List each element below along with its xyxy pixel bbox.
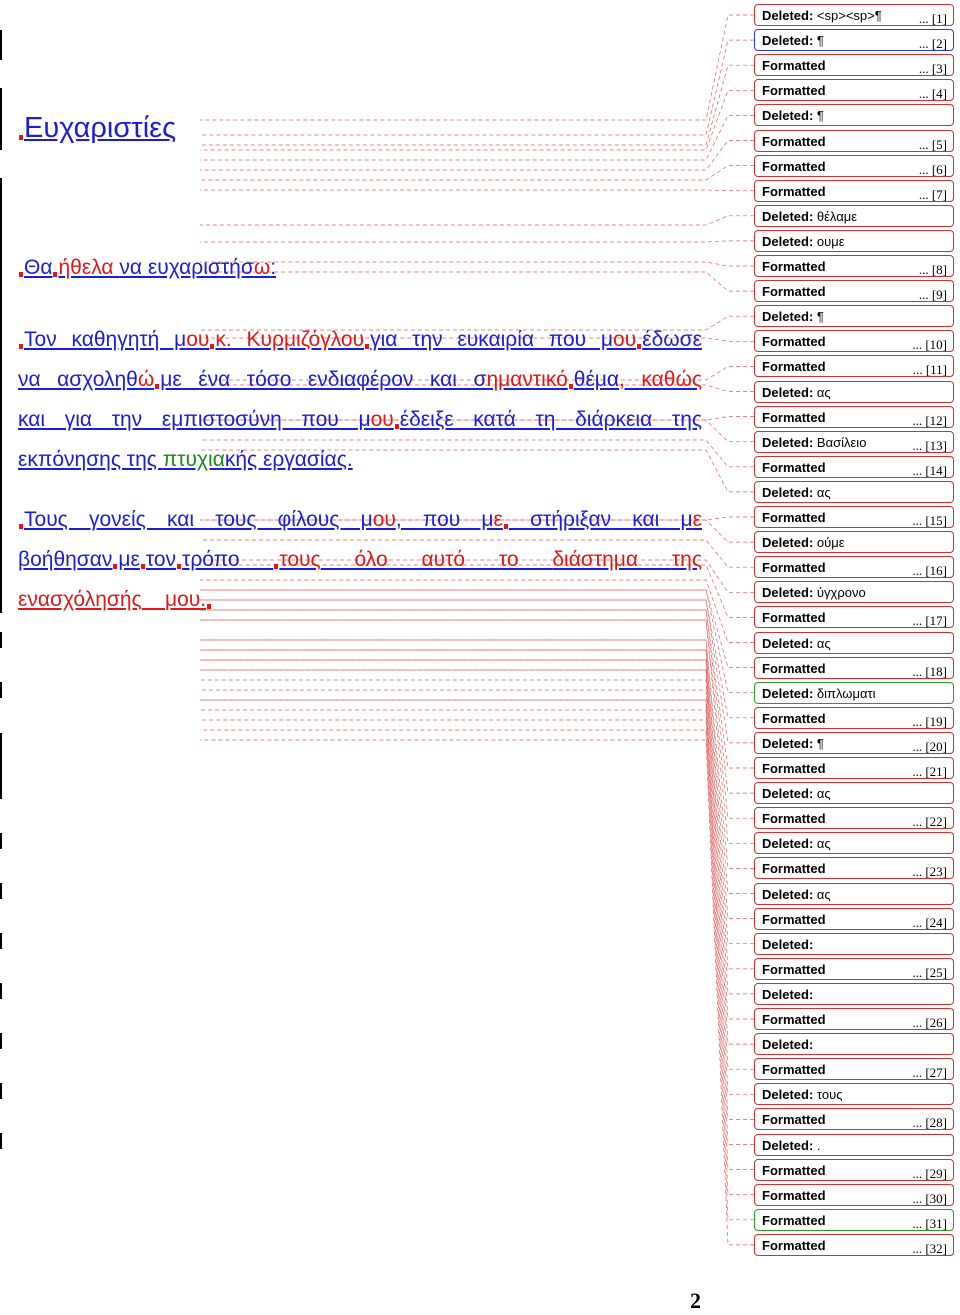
balloon-more-link[interactable]: ... [9] <box>918 287 947 303</box>
revision-balloon[interactable] <box>754 280 954 302</box>
balloon-label: Formatted <box>762 183 826 199</box>
balloon-label: Deleted: <box>762 986 814 1002</box>
balloon-label: Formatted <box>762 811 826 827</box>
paragraph-line <box>18 508 702 532</box>
leader-line <box>200 65 754 145</box>
revision-balloon[interactable] <box>754 104 954 126</box>
revision-balloon[interactable] <box>754 732 954 754</box>
change-marker <box>177 564 181 569</box>
text-run: και μ <box>632 508 693 531</box>
revision-balloon[interactable] <box>754 983 954 1005</box>
balloon-text: ας <box>813 635 831 651</box>
balloon-label: Formatted <box>762 133 826 149</box>
balloon-label: Formatted <box>762 1062 826 1078</box>
revision-balloon[interactable] <box>754 54 954 76</box>
balloon-text: ¶ <box>813 309 824 325</box>
revision-balloon[interactable] <box>754 581 954 603</box>
balloon-label: Formatted <box>762 284 826 300</box>
change-marker <box>569 384 573 389</box>
revision-balloon[interactable] <box>754 456 954 478</box>
change-marker <box>274 564 278 569</box>
leader-line <box>200 640 754 894</box>
revision-balloon[interactable] <box>754 1209 954 1231</box>
greeting-word: να ευχαριστήσ <box>119 256 254 279</box>
revision-balloon[interactable] <box>754 155 954 177</box>
revision-balloon[interactable] <box>754 807 954 829</box>
balloon-text: . <box>813 1137 821 1153</box>
balloon-text: ¶ <box>813 108 824 124</box>
leader-line <box>200 166 754 180</box>
balloon-more-link[interactable]: ... [23] <box>912 864 947 880</box>
balloon-label: Formatted <box>762 911 826 927</box>
balloon-label: Deleted: ¶ <box>762 309 824 325</box>
leader-line <box>200 650 754 944</box>
balloon-label: Deleted: ¶ <box>762 735 824 751</box>
text-run: έδωσε <box>642 328 702 351</box>
revision-balloon[interactable] <box>754 381 954 403</box>
revision-balloon[interactable] <box>754 29 954 51</box>
balloon-more-link[interactable]: ... [11] <box>912 362 947 378</box>
change-bar <box>0 30 2 60</box>
change-bar <box>0 178 2 613</box>
balloon-text: <sp><sp>¶ <box>813 8 882 23</box>
balloon-label: Formatted <box>762 359 826 375</box>
change-bar <box>0 883 2 899</box>
change-bar <box>0 983 2 999</box>
balloon-more-link[interactable]: ... [22] <box>912 814 947 830</box>
balloon-text: ούμε <box>813 535 845 551</box>
balloon-label: Deleted: ουμε <box>762 233 845 249</box>
leader-line <box>200 115 754 160</box>
balloon-label: Deleted: Βασίλειο <box>762 434 867 450</box>
balloon-more-link[interactable]: ... [7] <box>918 186 947 202</box>
change-marker <box>19 524 23 529</box>
revision-balloon[interactable] <box>754 130 954 152</box>
text-run: Τον καθηγητή μ <box>24 328 187 351</box>
paragraph-line <box>18 328 702 352</box>
balloon-more-link[interactable]: ... [31] <box>912 1215 947 1231</box>
text-run: ου <box>186 328 210 351</box>
revision-balloon[interactable] <box>754 1159 954 1181</box>
text-run: κής εργασίας. <box>224 448 353 471</box>
revision-balloon[interactable] <box>754 782 954 804</box>
balloon-label: Deleted: ούμε <box>762 535 845 551</box>
balloon-label: Formatted <box>762 761 826 776</box>
revision-balloon[interactable] <box>754 406 954 428</box>
leader-line <box>200 660 754 994</box>
revision-balloon[interactable] <box>754 305 954 327</box>
leader-line <box>200 700 754 1119</box>
text-run: ου <box>372 508 396 531</box>
greeting-word: ω <box>253 256 271 279</box>
leader-line <box>200 710 754 1170</box>
balloon-more-link[interactable]: ... [3] <box>918 61 947 77</box>
balloon-label: Deleted: τους <box>762 1087 843 1103</box>
change-marker <box>113 564 117 569</box>
text-run: ου <box>370 408 394 431</box>
balloon-more-link[interactable]: ... [21] <box>912 764 947 779</box>
text-run: , καθώς <box>619 368 702 391</box>
balloon-text: τους <box>813 1087 843 1103</box>
balloon-more-link[interactable]: ... [30] <box>912 1190 947 1206</box>
revision-balloon[interactable] <box>754 556 954 578</box>
page-title <box>18 112 176 145</box>
balloon-label: Deleted: ας <box>762 484 831 500</box>
change-bar <box>0 88 2 150</box>
leader-line <box>200 190 754 191</box>
change-marker <box>504 524 508 529</box>
balloon-label: Formatted <box>762 510 826 525</box>
balloon-label: Formatted <box>762 259 826 274</box>
balloon-more-link[interactable]: ... [19] <box>912 713 947 729</box>
revision-balloon[interactable] <box>754 908 954 930</box>
change-marker <box>19 344 23 349</box>
change-marker <box>637 344 641 349</box>
text-run: και για την εμπιστοσύνη που μ <box>18 408 371 431</box>
balloon-more-link[interactable]: ... [20] <box>912 738 947 754</box>
balloon-more-link[interactable]: ... [28] <box>912 1115 947 1131</box>
paragraph-line <box>18 368 702 392</box>
revision-balloon[interactable] <box>754 205 954 227</box>
balloon-label: Formatted <box>762 158 826 174</box>
text-run: ημαντικό <box>486 368 568 391</box>
revision-balloon[interactable] <box>754 657 954 679</box>
revision-balloon[interactable] <box>754 180 954 202</box>
leader-line <box>200 690 754 1094</box>
leader-line <box>200 141 754 171</box>
paragraph-line <box>18 588 702 612</box>
balloon-more-link[interactable]: ... [27] <box>912 1065 947 1081</box>
revision-balloon[interactable] <box>754 1184 954 1206</box>
balloon-label: Deleted: ύγχρονο <box>762 585 866 601</box>
text-run: για την ευκαιρία που μ <box>370 328 614 351</box>
balloon-label: Formatted <box>762 1012 826 1027</box>
balloon-label: Deleted: <box>762 936 814 952</box>
leader-line <box>200 620 754 843</box>
revision-balloon[interactable] <box>754 255 954 277</box>
balloon-more-link[interactable]: ... [29] <box>912 1165 947 1181</box>
paragraph-line <box>18 448 702 472</box>
greeting-line <box>18 256 702 280</box>
balloon-label: Deleted: ¶ <box>762 108 824 124</box>
leader-line <box>200 650 754 919</box>
page-number: 2 <box>690 1288 701 1313</box>
revision-balloon[interactable] <box>754 330 954 352</box>
text-run: με ένα τόσο ενδιαφέρον και σ <box>160 368 487 391</box>
balloon-label: Formatted <box>762 710 826 726</box>
change-bar <box>0 1083 2 1099</box>
change-marker <box>19 135 23 140</box>
text-run: μου <box>165 588 201 611</box>
balloon-more-link[interactable]: ... [2] <box>918 36 947 52</box>
balloon-label: Deleted: ας <box>762 886 831 902</box>
change-bar <box>0 682 2 698</box>
revision-balloon[interactable] <box>754 1234 954 1256</box>
revision-balloon[interactable] <box>754 531 954 553</box>
leader-line <box>200 740 754 1245</box>
balloon-more-link[interactable]: ... [14] <box>912 462 947 478</box>
revision-balloon[interactable] <box>754 1108 954 1130</box>
change-bar <box>0 933 2 949</box>
revision-balloon[interactable] <box>754 857 954 879</box>
balloon-more-link[interactable]: ... [17] <box>912 613 947 629</box>
greeting-word: ήθελα <box>58 256 114 279</box>
revision-balloon[interactable] <box>754 481 954 503</box>
balloon-label: Formatted <box>762 610 826 626</box>
text-run: ενασχόλησής <box>18 588 142 611</box>
balloon-text: ουμε <box>813 233 845 249</box>
leader-line <box>200 216 754 225</box>
balloon-text: ¶ <box>813 33 824 49</box>
text-run: έδειξε κατά τη διάρκεια της <box>399 408 702 431</box>
text-run: βοήθησαν <box>18 548 113 571</box>
text-run: όλο <box>354 548 388 571</box>
change-bar <box>0 632 2 648</box>
change-marker <box>141 564 145 569</box>
change-marker <box>365 344 369 349</box>
leader-line <box>200 40 754 135</box>
leader-line <box>200 680 754 1069</box>
revision-balloon[interactable] <box>754 832 954 854</box>
balloon-label: Deleted: διπλωματι <box>762 685 876 701</box>
text-run: τρόπο <box>182 548 240 571</box>
text-run: πτυχια <box>162 448 225 471</box>
leader-line <box>200 730 754 1220</box>
revision-balloon[interactable] <box>754 4 954 26</box>
balloon-label: Deleted: <box>762 1037 814 1053</box>
title-text: Ευχαριστίες <box>24 112 177 144</box>
leader-line <box>200 700 754 1145</box>
revision-balloon[interactable] <box>754 632 954 654</box>
text-run: το <box>498 548 519 571</box>
text-run: να ασχοληθ <box>18 368 138 391</box>
text-run: στήριξαν <box>530 508 612 531</box>
change-marker <box>19 272 23 277</box>
text-run: με <box>118 548 140 571</box>
balloon-more-link[interactable]: ... [8] <box>918 262 947 277</box>
balloon-more-link[interactable]: ... [24] <box>912 914 947 930</box>
text-run: , που μ <box>395 508 494 531</box>
revision-balloon[interactable] <box>754 79 954 101</box>
text-run: . <box>200 588 207 611</box>
revision-balloon[interactable] <box>754 707 954 729</box>
balloon-label: Formatted <box>762 1162 826 1178</box>
balloon-label: Deleted: ας <box>762 635 831 651</box>
text-run: της <box>671 548 702 571</box>
change-marker <box>53 272 57 277</box>
balloon-label: Deleted: <sp><sp>¶ <box>762 8 882 23</box>
balloon-text: ας <box>813 384 831 400</box>
revision-balloon[interactable] <box>754 958 954 980</box>
balloon-label: Formatted <box>762 1212 826 1228</box>
balloon-text: ας <box>813 484 831 500</box>
balloon-text: θέλαμε <box>813 208 858 224</box>
revision-balloon[interactable] <box>754 1083 954 1105</box>
text-run: ου <box>613 328 637 351</box>
text-run: Τους γονείς και τους φίλους μ <box>24 508 373 531</box>
balloon-more-link[interactable]: ... [6] <box>918 161 947 177</box>
text-run: ε <box>692 508 702 531</box>
balloon-label: Formatted <box>762 1112 826 1128</box>
change-bar <box>0 733 2 799</box>
balloon-more-link[interactable]: ... [10] <box>912 337 947 353</box>
leader-line <box>200 670 754 1044</box>
revision-balloon[interactable] <box>754 1058 954 1080</box>
balloon-label: Deleted: ας <box>762 836 831 852</box>
balloon-text: διπλωματι <box>813 685 876 701</box>
text-run: θέμα <box>573 368 620 391</box>
balloon-label: Formatted <box>762 459 826 475</box>
balloon-text: ας <box>813 836 831 852</box>
revision-balloon[interactable] <box>754 883 954 905</box>
balloon-text: ¶ <box>813 735 824 751</box>
leader-line <box>200 600 754 718</box>
paragraph-line <box>18 408 702 432</box>
balloon-more-link[interactable]: ... [5] <box>918 136 947 152</box>
leader-line <box>200 610 754 793</box>
balloon-label: Formatted <box>762 861 826 877</box>
balloon-text: ας <box>813 886 831 902</box>
text-run: ε <box>493 508 503 531</box>
change-marker <box>210 344 214 349</box>
balloon-label: Formatted <box>762 58 826 74</box>
revision-balloon[interactable] <box>754 1134 954 1156</box>
balloon-label: Formatted <box>762 1237 826 1253</box>
revision-balloon[interactable] <box>754 606 954 628</box>
revision-balloon[interactable] <box>754 1033 954 1055</box>
revision-balloon[interactable] <box>754 431 954 453</box>
greeting-word: : <box>270 256 277 279</box>
revision-balloon[interactable] <box>754 933 954 955</box>
balloon-text: ας <box>813 786 831 802</box>
text-run: τον <box>145 548 177 571</box>
leader-line <box>200 720 754 1195</box>
text-run: εκπόνησης της <box>18 448 163 471</box>
revision-balloon[interactable] <box>754 506 954 528</box>
balloon-more-link[interactable]: ... [26] <box>912 1015 947 1030</box>
balloon-label: Deleted: ας <box>762 786 831 802</box>
balloon-text: Βασίλειο <box>813 434 867 450</box>
balloon-label: Deleted: ¶ <box>762 33 824 49</box>
balloon-more-link[interactable]: ... [16] <box>912 563 947 579</box>
revision-balloon[interactable] <box>754 757 954 779</box>
balloon-label: Formatted <box>762 560 826 576</box>
balloon-label: Deleted: . <box>762 1137 821 1153</box>
revision-balloon[interactable] <box>754 1008 954 1030</box>
leader-line <box>200 610 754 768</box>
balloon-label: Formatted <box>762 83 826 99</box>
balloon-more-link[interactable]: ... [12] <box>912 412 947 428</box>
leader-line <box>200 620 754 818</box>
text-run: κ. Κυρμιζόγλου <box>215 328 365 351</box>
leader-line <box>200 660 754 969</box>
change-marker <box>395 424 399 429</box>
revision-balloon[interactable] <box>754 355 954 377</box>
leader-line <box>200 640 754 868</box>
balloon-more-link[interactable]: ... [1] <box>918 11 947 26</box>
leader-line <box>200 600 754 743</box>
leader-line <box>200 15 754 120</box>
text-run: αυτό <box>421 548 466 571</box>
change-bar <box>0 833 2 849</box>
greeting-word: Θα <box>24 256 53 279</box>
leader-line <box>200 90 754 150</box>
text-run: ώ <box>137 368 155 391</box>
balloon-more-link[interactable]: ... [13] <box>912 437 947 453</box>
revision-balloon[interactable] <box>754 230 954 252</box>
revision-balloon[interactable] <box>754 682 954 704</box>
balloon-more-link[interactable]: ... [18] <box>912 663 947 679</box>
balloon-label: Formatted <box>762 1187 826 1203</box>
balloon-label: Formatted <box>762 660 826 676</box>
balloon-more-link[interactable]: ... [4] <box>918 86 947 102</box>
balloon-more-link[interactable]: ... [25] <box>912 964 947 980</box>
change-marker <box>155 384 159 389</box>
balloon-text: ύγχρονο <box>813 585 866 601</box>
balloon-more-link[interactable]: ... [32] <box>912 1240 947 1256</box>
balloon-label: Deleted: ας <box>762 384 831 400</box>
change-bar <box>0 1133 2 1149</box>
change-bar <box>0 1033 2 1049</box>
leader-line <box>200 241 754 242</box>
balloon-label: Formatted <box>762 334 826 350</box>
balloon-label: Deleted: θέλαμε <box>762 208 858 224</box>
paragraph-line <box>18 548 702 572</box>
balloon-more-link[interactable]: ... [15] <box>912 513 947 528</box>
text-run: διάστημα <box>552 548 639 571</box>
text-run: τους <box>279 548 321 571</box>
balloon-label: Formatted <box>762 409 826 425</box>
change-marker <box>207 604 211 609</box>
balloon-label: Formatted <box>762 961 826 977</box>
leader-line <box>200 670 754 1019</box>
